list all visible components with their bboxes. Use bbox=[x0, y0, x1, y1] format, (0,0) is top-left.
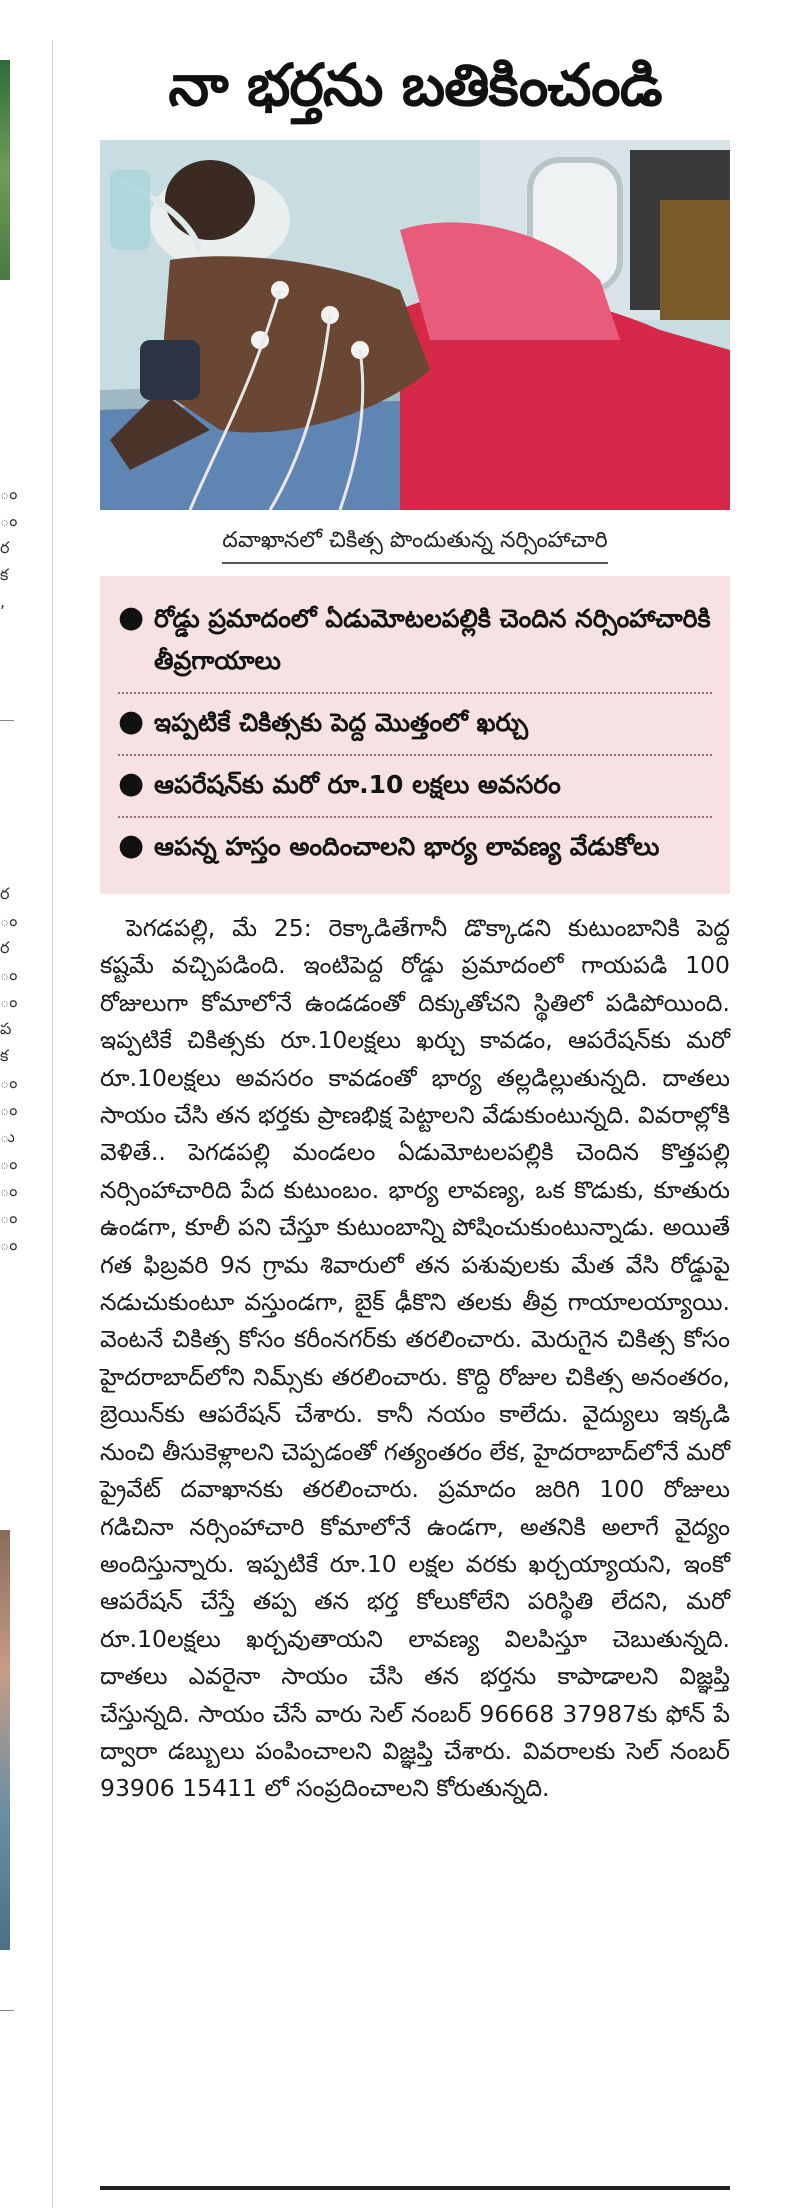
bullet-icon: ● bbox=[118, 766, 145, 801]
bullet-icon: ● bbox=[118, 828, 145, 863]
adjacent-rule-2 bbox=[0, 2010, 14, 2011]
article-photo bbox=[100, 140, 730, 510]
column-divider bbox=[52, 40, 53, 2208]
adjacent-text-fragment-1: ం ం ర క , bbox=[0, 484, 18, 611]
article-body: పెగడపల్లి, మే 25: రెక్కాడితేగానీ డొక్కాడని కుటుంబానికి పెద్ద కష్టమే వచ్చిపడింది. ఇంటిపెద్ద రోడ్డు ప్రమాదంలో గాయపడి 100 రోజులుగా కోమాలోనే ఉండడంతో దిక్కుతోచని స్థితిలో పడిపోయింది. ఇప్పటికే చికిత్సకు రూ.10లక్షలు ఖర్చు కావడం, ఆపరేషన్‌కు మరో రూ.10లక్షలు అవసరం కావడంతో భార్య తల్లడిల్లుతున్నది. దాతలు సాయం చేసి తన భర్తకు ప్రాణభిక్ష పెట్టాలని వేడుకుంటున్నది. వివరాల్లోకి వెళితే.. పెగడపల్లి మండలం ఏడుమోటలపల్లికి చెందిన కొత్తపల్లి నర్సింహాచారిది పేద కుటుంబం. భార్య లావణ్య, ఒక కొడుకు, కూతురు ఉండగా, కూలీ పని చేస్తూ కుటుంబాన్ని పోషించుకుంటున్నాడు. అయితే గత ఫిబ్రవరి 9న గ్రామ శివారులో తన పశువులకు మేత వేసి రోడ్డుపై నడుచుకుంటూ వస్తుండగా, బైక్ ఢీకొని తలకు తీవ్ర గాయాలయ్యాయి. వెంటనే చికిత్స కోసం కరీంనగర్‌కు తరలించారు. మెరుగైన చికిత్స కోసం హైదరాబాద్‌లోని నిమ్స్‌కు తరలించారు. కొద్ది రోజుల చికిత్స అనంతరం, బ్రెయిన్‌కు ఆపరేషన్ చేశారు. కానీ నయం కాలేదు. వైద్యులు ఇక్కడి నుంచి తీసుకెళ్లాలని చెప్పడంతో గత్యంతరం లేక, హైదరాబాద్‌లోనే మరో ప్రైవేట్ దవాఖానకు తరలించారు. ప్రమాదం జరిగి 100 రోజులు గడిచినా నర్సింహాచారి కోమాలోనే ఉండగా, అతనికి అలాగే వైద్యం అందిస్తున్నారు. ఇప్పటికే రూ.10 లక్షల వరకు ఖర్చయ్యాయని, ఇంకో ఆపరేషన్ చేస్తే తప్ప తన భర్త కోలుకోలేని పరిస్థితి లేదని, మరో రూ.10లక్షలు ఖర్చవుతాయని లావణ్య విలపిస్తూ చెబుతున్నది. దాతలు ఎవరైనా సాయం చేసి తన భర్తను కాపాడాలని విజ్ఞప్తి చేస్తున్నది. సాయం చేసే వారు సెల్ నంబర్ 96668 37987కు ఫోన్ పే ద్వారా డబ్బులు పంపించాలని విజ్ఞప్తి చేశారు. వివరాలకు సెల్ నంబర్ 93906 15411 లో సంప్రదించాలని కోరుతున్నది. bbox=[100, 914, 730, 1803]
highlight-text: రోడ్డు ప్రమాదంలో ఏడుమోటలపల్లికి చెందిన నర్సింహాచారికి తీవ్రగాయాలు bbox=[154, 604, 711, 675]
highlight-item bbox=[118, 818, 712, 878]
article-headline: నా భర్తను బతికించండి bbox=[168, 51, 662, 119]
adjacent-column-strip bbox=[0, 0, 18, 2208]
highlight-text: ఆపన్న హస్తం అందించాలని భార్య లావణ్య వేడుకోలు bbox=[154, 832, 660, 861]
highlights-box bbox=[100, 576, 730, 894]
news-article bbox=[100, 40, 730, 1808]
adjacent-rule-1 bbox=[0, 720, 14, 721]
bottom-rule bbox=[100, 2186, 730, 2190]
hospital-patient-illustration bbox=[100, 140, 730, 510]
highlight-item bbox=[118, 590, 712, 694]
adjacent-photo-top bbox=[0, 60, 10, 280]
adjacent-photo-bottom bbox=[0, 1530, 10, 1950]
highlight-text: ఇప్పటికే చికిత్సకు పెద్ద మొత్తంలో ఖర్చు bbox=[154, 708, 528, 737]
bullet-icon: ● bbox=[118, 600, 145, 635]
highlight-item bbox=[118, 694, 712, 756]
highlight-text: ఆపరేషన్‌కు మరో రూ.10 లక్షలు అవసరం bbox=[154, 770, 561, 799]
adjacent-text-fragment-2: ర ం ర ం ం ప క ం ం ు ం ం ం ం bbox=[0, 884, 18, 1254]
highlight-item bbox=[118, 756, 712, 818]
photo-caption: దవాఖానలో చికిత్స పొందుతున్న నర్సింహాచారి bbox=[222, 526, 607, 564]
bullet-icon: ● bbox=[118, 704, 145, 739]
